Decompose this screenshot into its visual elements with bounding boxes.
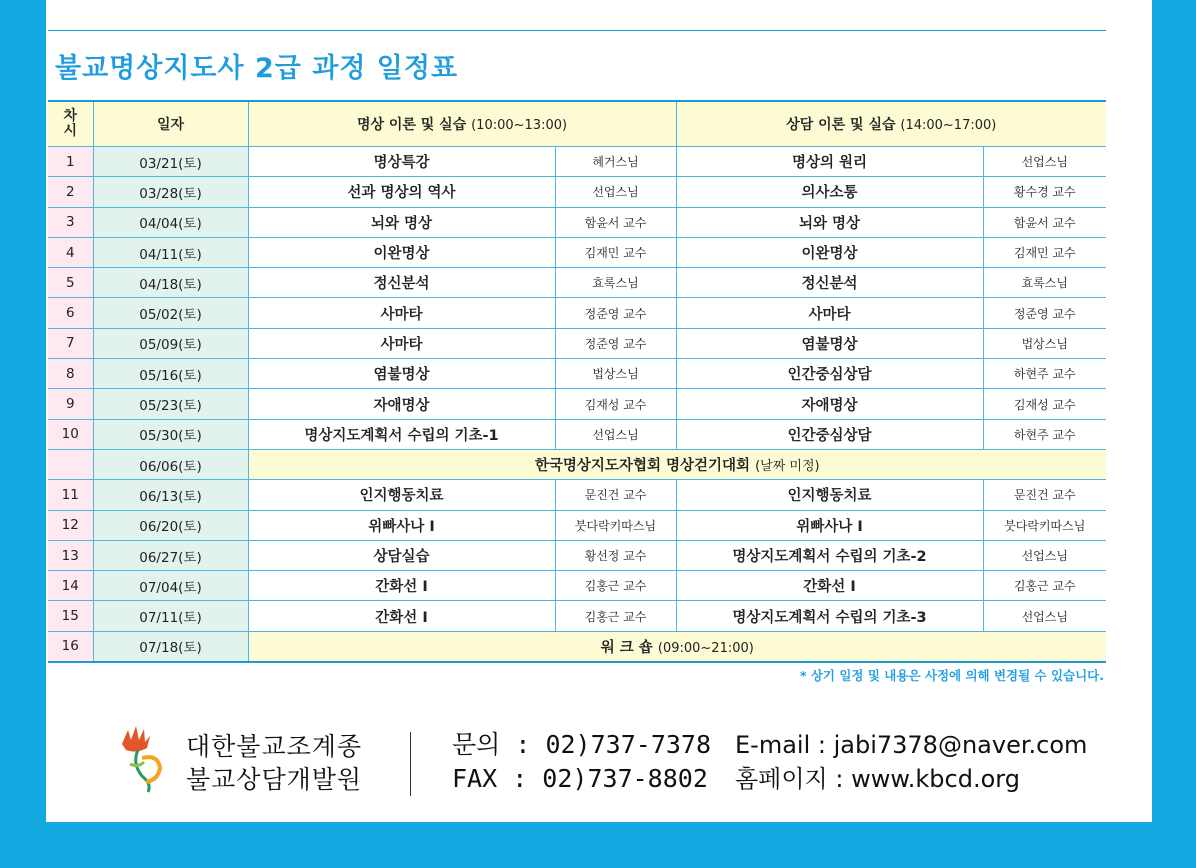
session-date: 05/02(토)	[93, 298, 248, 328]
afternoon-instructor: 선업스님	[983, 540, 1106, 570]
event-cell	[248, 449, 1106, 479]
afternoon-subject: 뇌와 명상	[676, 207, 983, 237]
footer-divider	[410, 732, 411, 796]
morning-subject: 뇌와 명상	[248, 207, 555, 237]
session-number: 14	[48, 571, 93, 601]
phone-text: 문의 : 02)737-7378	[452, 730, 712, 759]
afternoon-instructor: 법상스님	[983, 328, 1106, 358]
afternoon-instructor: 붓다락키따스님	[983, 510, 1106, 540]
session-number: 1	[48, 147, 93, 177]
morning-instructor: 혜거스님	[555, 147, 676, 177]
afternoon-subject: 명상지도계획서 수립의 기초-3	[676, 601, 983, 631]
session-number: 3	[48, 207, 93, 237]
afternoon-instructor: 하현주 교수	[983, 359, 1106, 389]
session-number: 2	[48, 177, 93, 207]
session-date: 06/06(토)	[93, 449, 248, 479]
event-title: 워 크 숍	[600, 639, 653, 656]
session-number: 6	[48, 298, 93, 328]
table-row	[48, 207, 1106, 237]
session-date: 04/18(토)	[93, 268, 248, 298]
email-text[interactable]: E-mail : jabi7378@naver.com	[735, 731, 1088, 759]
session-date: 06/20(토)	[93, 510, 248, 540]
morning-subject: 명상지도계획서 수립의 기초-1	[248, 419, 555, 449]
afternoon-subject: 명상의 원리	[676, 147, 983, 177]
table-row	[48, 480, 1106, 510]
lotus-logo-icon	[112, 724, 170, 794]
session-number: 4	[48, 237, 93, 267]
session-date: 05/09(토)	[93, 328, 248, 358]
morning-instructor: 법상스님	[555, 359, 676, 389]
session-date: 07/18(토)	[93, 631, 248, 662]
session-date: 05/16(토)	[93, 359, 248, 389]
morning-instructor: 효록스님	[555, 268, 676, 298]
header-session	[48, 101, 93, 147]
afternoon-subject: 정신분석	[676, 268, 983, 298]
table-row	[48, 449, 1106, 479]
session-number: 13	[48, 540, 93, 570]
table-row	[48, 237, 1106, 267]
afternoon-instructor: 정준영 교수	[983, 298, 1106, 328]
contact-phone-fax	[452, 728, 711, 796]
header-afternoon: 상담 이론 및 실습 (14:00~17:00)	[676, 101, 1106, 147]
header-morning: 명상 이론 및 실습 (10:00~13:00)	[248, 101, 676, 147]
afternoon-subject: 이완명상	[676, 237, 983, 267]
afternoon-subject: 간화선 I	[676, 571, 983, 601]
morning-instructor: 김재성 교수	[555, 389, 676, 419]
table-row	[48, 510, 1106, 540]
morning-instructor: 황선정 교수	[555, 540, 676, 570]
afternoon-subject: 의사소통	[676, 177, 983, 207]
session-date: 05/30(토)	[93, 419, 248, 449]
morning-instructor: 문진건 교수	[555, 480, 676, 510]
session-date: 06/13(토)	[93, 480, 248, 510]
afternoon-instructor: 김재민 교수	[983, 237, 1106, 267]
session-number: 16	[48, 631, 93, 662]
afternoon-instructor: 문진건 교수	[983, 480, 1106, 510]
afternoon-instructor: 선업스님	[983, 147, 1106, 177]
morning-subject: 사마타	[248, 298, 555, 328]
morning-subject: 상담실습	[248, 540, 555, 570]
morning-instructor: 선업스님	[555, 177, 676, 207]
afternoon-instructor: 함윤서 교수	[983, 207, 1106, 237]
session-number: 11	[48, 480, 93, 510]
morning-subject: 이완명상	[248, 237, 555, 267]
session-number: 10	[48, 419, 93, 449]
afternoon-subject: 인간중심상담	[676, 419, 983, 449]
table-row	[48, 298, 1106, 328]
session-number: 7	[48, 328, 93, 358]
table-row	[48, 359, 1106, 389]
header-date: 일자	[93, 101, 248, 147]
afternoon-subject: 인지행동치료	[676, 480, 983, 510]
session-date: 07/04(토)	[93, 571, 248, 601]
event-cell	[248, 631, 1106, 662]
session-date: 07/11(토)	[93, 601, 248, 631]
afternoon-subject: 명상지도계획서 수립의 기초-2	[676, 540, 983, 570]
session-date: 03/21(토)	[93, 147, 248, 177]
morning-subject: 명상특강	[248, 147, 555, 177]
afternoon-subject: 자애명상	[676, 389, 983, 419]
table-row	[48, 389, 1106, 419]
morning-instructor: 함윤서 교수	[555, 207, 676, 237]
morning-subject: 사마타	[248, 328, 555, 358]
afternoon-instructor: 황수경 교수	[983, 177, 1106, 207]
afternoon-subject: 위빠사나 I	[676, 510, 983, 540]
table-row	[48, 177, 1106, 207]
morning-instructor: 김홍근 교수	[555, 571, 676, 601]
event-note: (날짜 미정)	[755, 459, 820, 475]
session-number: 12	[48, 510, 93, 540]
morning-subject: 자애명상	[248, 389, 555, 419]
change-notice: * 상기 일정 및 내용은 사정에 의해 변경될 수 있습니다.	[799, 668, 1104, 683]
morning-instructor: 김홍근 교수	[555, 601, 676, 631]
afternoon-subject: 사마타	[676, 298, 983, 328]
afternoon-subject: 염불명상	[676, 328, 983, 358]
table-row	[48, 147, 1106, 177]
page-title: 불교명상지도사 2급 과정 일정표	[55, 53, 459, 84]
organization-name: 대한불교조계종 불교상담개발원	[186, 732, 363, 794]
website-text[interactable]: 홈페이지 : www.kbcd.org	[735, 765, 1020, 793]
table-row	[48, 419, 1106, 449]
session-number: 5	[48, 268, 93, 298]
afternoon-instructor: 선업스님	[983, 601, 1106, 631]
contact-online	[735, 728, 1087, 796]
table-header-row	[48, 101, 1106, 147]
afternoon-instructor: 효록스님	[983, 268, 1106, 298]
session-number: 15	[48, 601, 93, 631]
session-date: 03/28(토)	[93, 177, 248, 207]
top-divider	[48, 30, 1106, 31]
afternoon-instructor: 김홍근 교수	[983, 571, 1106, 601]
table-row	[48, 268, 1106, 298]
fax-text: FAX : 02)737-8802	[452, 764, 708, 793]
session-number: 8	[48, 359, 93, 389]
table-row	[48, 631, 1106, 662]
morning-subject: 선과 명상의 역사	[248, 177, 555, 207]
header-session-label: 차 시	[63, 108, 78, 139]
table-row	[48, 571, 1106, 601]
session-date: 04/11(토)	[93, 237, 248, 267]
morning-instructor: 정준영 교수	[555, 298, 676, 328]
event-note: (09:00~21:00)	[657, 640, 754, 656]
morning-subject: 염불명상	[248, 359, 555, 389]
session-number: 9	[48, 389, 93, 419]
table-row	[48, 328, 1106, 358]
morning-subject: 인지행동치료	[248, 480, 555, 510]
morning-subject: 간화선 I	[248, 571, 555, 601]
morning-instructor: 붓다락키따스님	[555, 510, 676, 540]
morning-subject: 위빠사나 I	[248, 510, 555, 540]
table-row	[48, 601, 1106, 631]
morning-instructor: 선업스님	[555, 419, 676, 449]
morning-instructor: 정준영 교수	[555, 328, 676, 358]
table-row	[48, 540, 1106, 570]
event-title: 한국명상지도자협회 명상걷기대회	[534, 458, 751, 475]
schedule-table	[48, 100, 1106, 663]
morning-subject: 정신분석	[248, 268, 555, 298]
session-date: 06/27(토)	[93, 540, 248, 570]
afternoon-instructor: 하현주 교수	[983, 419, 1106, 449]
session-number	[48, 449, 93, 479]
morning-instructor: 김재민 교수	[555, 237, 676, 267]
morning-subject: 간화선 I	[248, 601, 555, 631]
afternoon-subject: 인간중심상담	[676, 359, 983, 389]
afternoon-instructor: 김재성 교수	[983, 389, 1106, 419]
session-date: 05/23(토)	[93, 389, 248, 419]
session-date: 04/04(토)	[93, 207, 248, 237]
